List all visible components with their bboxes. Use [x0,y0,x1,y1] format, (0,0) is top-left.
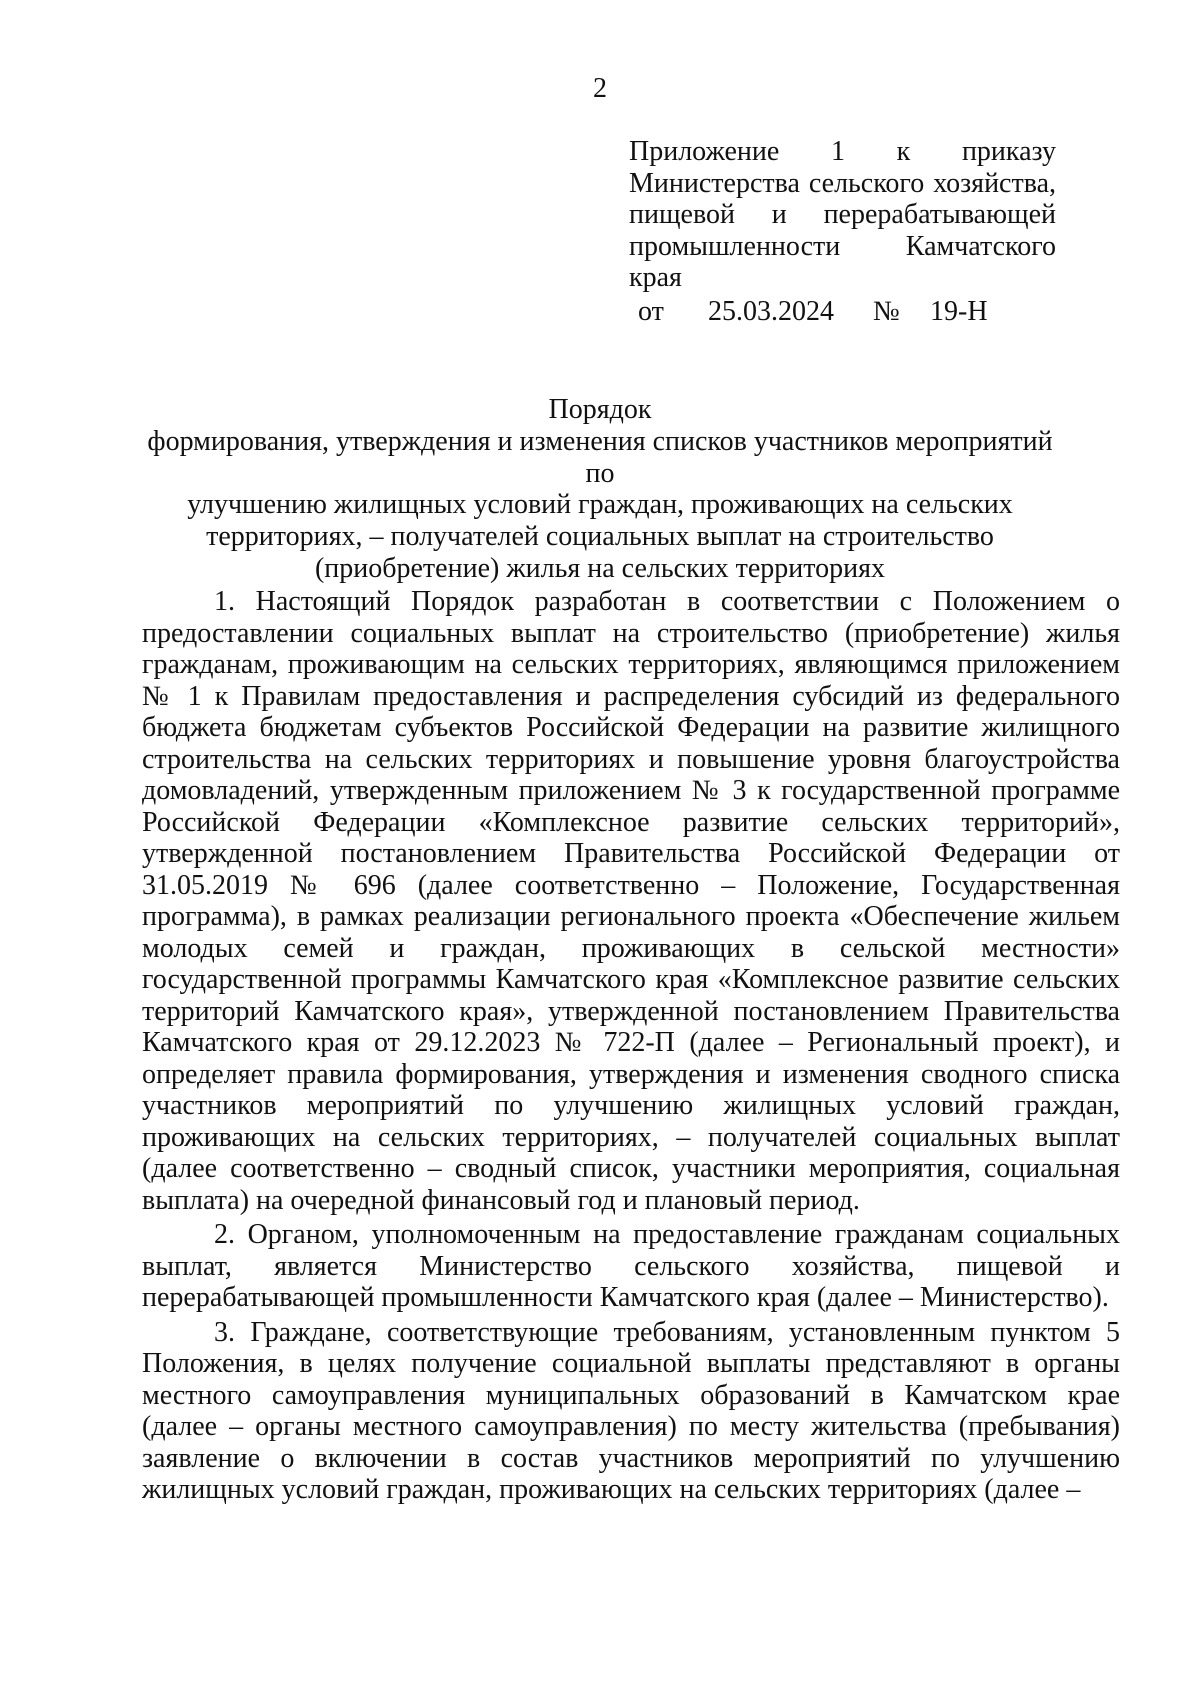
document-title [130,394,1070,585]
date-prefix: от [638,295,664,327]
title-line: территориях, – получателей социальных выплат на строительство [206,521,994,553]
title-heading: Порядок [548,394,652,425]
appendix-line: пищевой и перерабатывающей [629,199,1056,230]
order-number: 19-Н [930,295,988,327]
document-body [142,586,1120,1506]
appendix-line: промышленности Камчатского [629,230,1056,262]
number-sign: № [873,295,900,327]
appendix-line: Министерства сельского хозяйства, [629,167,1056,199]
paragraph-3: 3. Граждане, соответствующие требованиям, установленным пунктом 5 Положения, в целях получение социальной выплаты представляют в органы местного самоуправления муниципальных образований в Камчатском крае (далее – органы местного самоуправления) по месту жительства (пребывания) заявление о включении в состав участников мероприятий по улучшению жилищных условий граждан, проживающих на сельских территориях (далее – [142,1316,1120,1505]
title-line: улучшению жилищных условий граждан, проживающих на сельских [187,489,1013,521]
paragraph-1: 1. Настоящий Порядок разработан в соответствии с Положением о предоставлении социальных выплат на строительство (приобретение) жилья гражданам, проживающим на сельских территориях, являющимся приложением № 1 к Правилам предоставления и распределения субсидий из федерального бюджета бюджетам субъектов Российской Федерации на развитие жилищного строительства на сельских территориях и повышение уровня благоустройства домовладений, утвержденным приложением № 3 к государственной программе Российской Федерации «Комплексное развитие сельских территорий», утвержденной постановлением Правительства Российской Федерации от 31.05.2019 № 696 (далее соответственно – Положение, Государственная программа), в рамках реализации регионального проекта «Обеспечение жильем молодых семей и граждан, проживающих в сельской местности» государственной программы Камчатского края «Комплексное развитие сельских территорий Камчатского края», утвержденной постановлением Правительства Камчатского края от 29.12.2023 № 722-П (далее – Региональный проект), и определяет правила формирования, утверждения и изменения сводного списка участников мероприятий по улучшению жилищных условий граждан, проживающих на сельских территориях, – получателей социальных выплат (далее соответственно – сводный список, участники мероприятия, социальная выплата) на очередной финансовый год и плановый период. [142,586,1120,1216]
paragraph-2: 2. Органом, уполномоченным на предоставление гражданам социальных выплат, является Министерство сельского хозяйства, пищевой и перерабатывающей промышленности Камчатского края (далее – Министерство). [142,1219,1120,1313]
page-number: 2 [593,73,607,104]
appendix-line: Приложение 1 к приказу [629,136,1056,167]
order-date: 25.03.2024 [708,295,834,327]
appendix-block [629,136,1056,327]
appendix-line: края [629,262,682,293]
title-line: (приобретение) жилья на сельских территориях [314,552,886,584]
order-date-line [629,296,1056,328]
title-line: формирования, утверждения и изменения списков участников мероприятий по [147,425,1053,489]
